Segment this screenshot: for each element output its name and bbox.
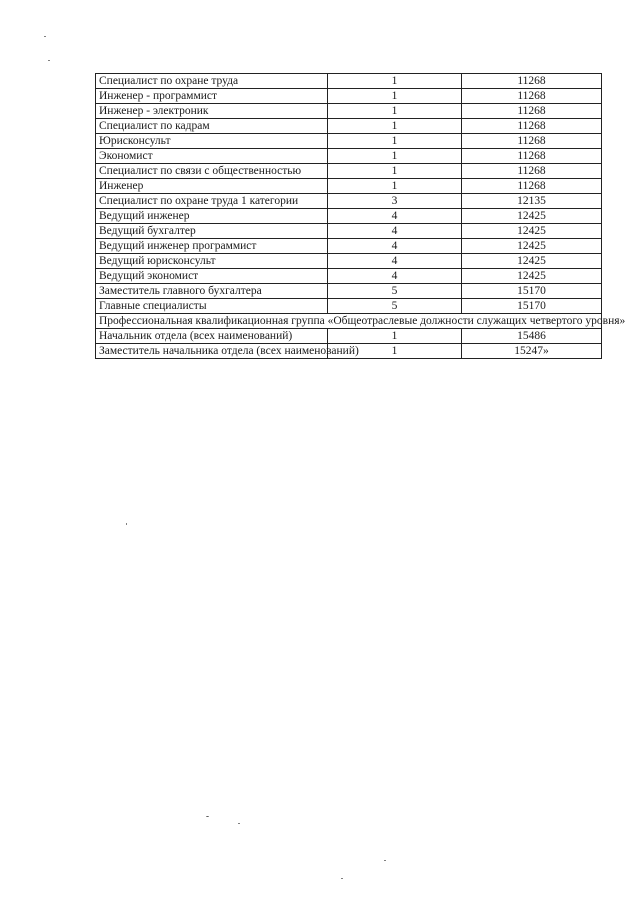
scan-speck	[341, 878, 343, 879]
salary-value: 12425	[462, 239, 602, 254]
position-name: Ведущий бухгалтер	[96, 224, 328, 239]
position-name: Начальник отдела (всех наименований)	[96, 329, 328, 344]
table-row	[96, 254, 602, 269]
scan-speck	[126, 523, 127, 525]
table-row	[96, 299, 602, 314]
salary-value: 11268	[462, 119, 602, 134]
table-row	[96, 164, 602, 179]
qualification-level: 1	[328, 104, 462, 119]
scan-speck	[206, 816, 209, 817]
qualification-level: 1	[328, 149, 462, 164]
salary-value: 11268	[462, 104, 602, 119]
position-name: Главные специалисты	[96, 299, 328, 314]
qualification-level: 1	[328, 89, 462, 104]
qualification-level: 4	[328, 239, 462, 254]
scan-speck	[44, 36, 46, 37]
position-name: Специалист по охране труда	[96, 74, 328, 89]
position-name: Юрисконсульт	[96, 134, 328, 149]
qualification-level: 1	[328, 134, 462, 149]
table-row	[96, 239, 602, 254]
salary-value: 11268	[462, 74, 602, 89]
table-row	[96, 119, 602, 134]
table-row	[96, 134, 602, 149]
qualification-level: 1	[328, 74, 462, 89]
qualification-group-header: Профессиональная квалификационная группа «Общеотраслевые должности служащих четвертого уровня»	[96, 314, 602, 329]
qualification-level: 5	[328, 299, 462, 314]
scan-speck	[384, 860, 386, 861]
salary-value: 11268	[462, 149, 602, 164]
position-name: Ведущий инженер	[96, 209, 328, 224]
salary-value: 12425	[462, 209, 602, 224]
salary-value: 15486	[462, 329, 602, 344]
salary-value: 11268	[462, 134, 602, 149]
salary-value: 11268	[462, 179, 602, 194]
qualification-level: 1	[328, 179, 462, 194]
position-name: Ведущий юрисконсульт	[96, 254, 328, 269]
qualification-level: 4	[328, 224, 462, 239]
table-row	[96, 179, 602, 194]
qualification-level: 4	[328, 269, 462, 284]
position-name: Специалист по охране труда 1 категории	[96, 194, 328, 209]
qualification-level: 1	[328, 164, 462, 179]
salary-value: 12425	[462, 269, 602, 284]
scan-speck	[238, 823, 240, 824]
scan-speck	[48, 60, 50, 61]
salary-value: 11268	[462, 89, 602, 104]
salary-value: 15170	[462, 284, 602, 299]
qualification-level: 1	[328, 329, 462, 344]
qualification-level: 1	[328, 119, 462, 134]
qualification-level: 3	[328, 194, 462, 209]
qualification-level: 5	[328, 284, 462, 299]
position-name: Ведущий инженер программист	[96, 239, 328, 254]
position-name: Специалист по кадрам	[96, 119, 328, 134]
position-name: Экономист	[96, 149, 328, 164]
salary-value: 12425	[462, 224, 602, 239]
position-name: Заместитель главного бухгалтера	[96, 284, 328, 299]
qualification-level: 4	[328, 254, 462, 269]
qualification-level: 4	[328, 209, 462, 224]
salary-value: 11268	[462, 164, 602, 179]
table-row	[96, 104, 602, 119]
salary-value: 15247»	[462, 344, 602, 359]
position-name: Специалист по связи с общественностью	[96, 164, 328, 179]
position-name: Инженер - электроник	[96, 104, 328, 119]
salary-table-body	[96, 74, 626, 359]
position-name: Ведущий экономист	[96, 269, 328, 284]
group-header-row	[96, 314, 602, 329]
table-row	[96, 149, 602, 164]
table-row	[96, 269, 602, 284]
salary-value: 12425	[462, 254, 602, 269]
table-row	[96, 224, 602, 239]
table-row	[96, 74, 602, 89]
qualification-level: 1	[328, 344, 462, 359]
salary-value: 12135	[462, 194, 602, 209]
table-row	[96, 284, 602, 299]
table-row	[96, 89, 602, 104]
position-name: Инженер	[96, 179, 328, 194]
table-row	[96, 209, 602, 224]
position-name: Инженер - программист	[96, 89, 328, 104]
position-name: Заместитель начальника отдела (всех наименований)	[96, 344, 328, 359]
table-row	[96, 329, 602, 344]
table-row	[96, 344, 602, 359]
salary-table	[95, 73, 626, 359]
salary-value: 15170	[462, 299, 602, 314]
table-row	[96, 194, 602, 209]
